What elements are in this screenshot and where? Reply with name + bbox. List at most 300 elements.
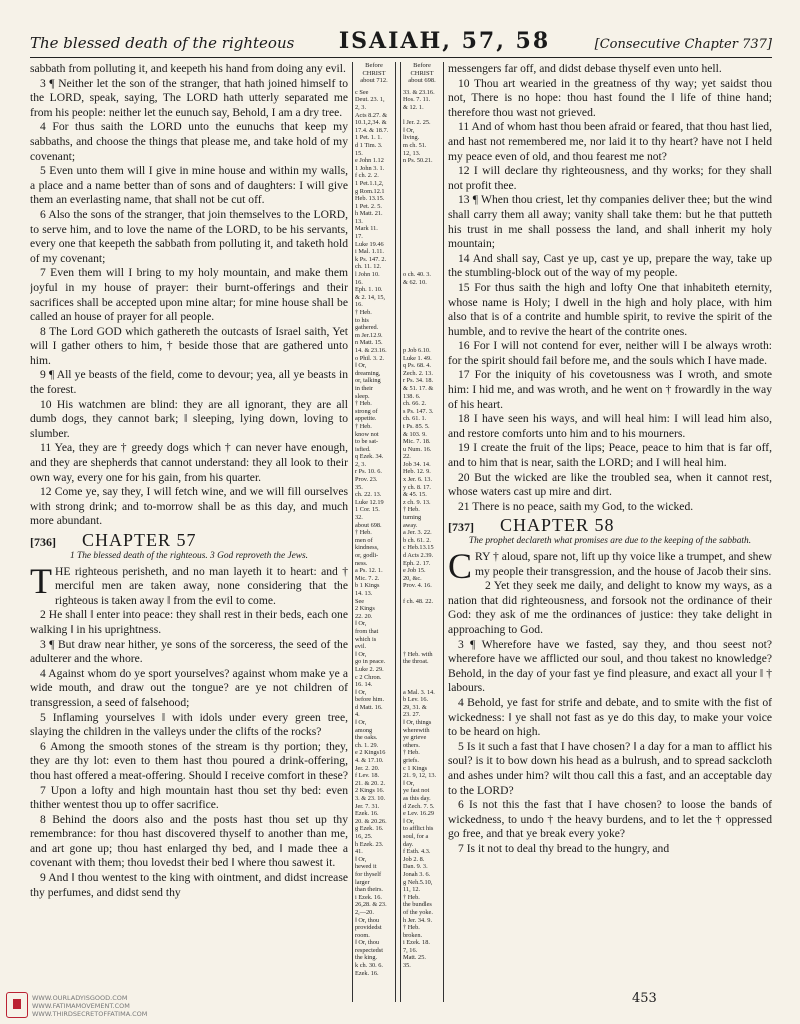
cross-reference: d Acts 2.39. — [403, 552, 434, 559]
cross-reference: a Ps. 12. 1. — [355, 567, 383, 575]
cross-reference: i Ezek. 16. — [355, 893, 382, 901]
verse: 11 And of whom hast thou been afraid or feared, that thou hast lied, and hast not remembered me, nor laid it to thy heart? have not I held my peace even of old, and thou fearest me not? — [448, 120, 772, 163]
cross-reference — [403, 620, 441, 628]
cross-reference: & 45. 15. — [403, 491, 427, 499]
cross-reference: from that — [355, 627, 379, 635]
cross-reference: c See — [355, 88, 369, 96]
cross-reference: l John 10. — [355, 271, 380, 279]
cross-reference: Luke 12.19 — [355, 498, 384, 506]
cross-reference: the oaks. — [355, 734, 378, 742]
verse: 13 ¶ When thou criest, let thy companies deliver thee; but the wind shall carry them all away; vanity shall take them: but he that putteth his trust in me shall possess the land, and shall inherit my holy mountain; — [448, 193, 772, 251]
cross-reference: † Heb. — [355, 529, 372, 537]
cross-reference: or, talking — [355, 377, 381, 385]
cross-reference: d 1 Tim. 3. — [355, 141, 383, 149]
text-column-right — [448, 62, 772, 1002]
cross-reference: in their — [355, 384, 374, 392]
cross-reference: Heb. 13.15. — [355, 195, 385, 203]
cross-reference: c 2 Chron. — [355, 673, 382, 681]
cross-reference: ch. 66. 2. — [403, 400, 427, 408]
cross-reference: evil. — [355, 643, 367, 651]
cross-reference — [403, 172, 441, 180]
cross-reference — [403, 317, 441, 325]
cross-reference: & 12. 1. — [403, 103, 424, 111]
cross-reference: † Heb. with — [403, 650, 433, 658]
cross-reference — [403, 210, 441, 218]
cross-reference: ye grieve — [403, 734, 427, 742]
cross-reference: † Heb. — [355, 422, 372, 430]
cross-reference: before him. — [355, 696, 385, 704]
cross-reference: Zech. 2. 13. — [403, 369, 433, 377]
cross-reference: e Lev. 16.29 — [403, 810, 435, 818]
cross-reference: soul, for a — [403, 832, 429, 840]
cross-reference: Acts 8.27. & — [355, 111, 388, 119]
cross-reference — [403, 263, 441, 271]
cross-reference: of the yoke. — [403, 908, 433, 916]
cross-reference: ch. 11. 12. — [355, 263, 382, 271]
cross-reference: dreaming, — [355, 369, 381, 377]
cross-reference: k ch. 30. 6. — [355, 962, 383, 970]
cross-reference: 14. & 23.16. — [355, 346, 387, 354]
text-column-left — [30, 62, 348, 1002]
header-left-title: The blessed death of the righteous — [30, 34, 295, 52]
cross-reference: Luke 19.46 — [355, 240, 384, 248]
cross-reference: isfied. — [355, 445, 371, 453]
cross-reference: Mic. 7. 2. — [355, 574, 380, 582]
verse: 9 And ‖ thou wentest to the king with ointment, and didst increase thy perfumes, and didst send thy — [30, 871, 348, 899]
cross-reference: 11, 12. — [403, 886, 421, 894]
cross-reference: 4. — [355, 711, 360, 719]
cross-reference: 29, 31. & — [403, 703, 427, 711]
cross-reference: go in peace. — [355, 658, 386, 666]
verse: 19 I create the fruit of the lips; Peace, peace to him that is far off, and to him that is near, saith the LORD; and I will heal him. — [448, 441, 772, 470]
cross-reference: s Ps. 147. 3. — [403, 407, 434, 415]
chapter-summary: 1 The blessed death of the righteous. 3 God reproveth the Jews. — [69, 550, 309, 561]
cross-reference: 1 John 3. 1. — [355, 164, 385, 172]
cross-reference: 2, 3. — [355, 460, 367, 468]
cross-reference: 3. & 23. 10. — [355, 795, 386, 802]
cross-reference: d Zech. 7. 5. — [403, 802, 435, 810]
cross-reference: y ch. 8. 17. — [403, 483, 431, 491]
cross-reference: as this day. — [403, 795, 431, 802]
cross-reference: 4. & 17.10. — [355, 757, 384, 765]
cross-reference: to be sat- — [355, 438, 379, 446]
verse: 12 Come ye, say they, I will fetch wine, and we will fill ourselves with strong drink; and to-morrow shall be as this day, and much more abundant. — [30, 485, 348, 528]
running-header — [30, 28, 772, 58]
cross-reference — [403, 681, 441, 689]
cross-reference — [403, 590, 441, 598]
verse: 4 For thus saith the LORD unto the eunuchs that keep my sabbaths, and choose the things that please me, and take hold of my covenant; — [30, 120, 348, 163]
cross-reference: † Heb. — [403, 749, 420, 757]
cross-reference: day. — [403, 840, 414, 848]
cross-reference: e 2 Kings16 — [355, 749, 386, 757]
verse — [448, 546, 772, 586]
verse: 5 Even unto them will I give in mine house and within my walls, a place and a name better than of sons and of daughters: I will give them an everlasting name, that shall not be cut off. — [30, 164, 348, 207]
cross-reference: b 1 Kings — [355, 582, 380, 590]
cross-reference: ch. 61. 1. — [403, 415, 427, 423]
cross-reference: z ch. 9. 13. — [403, 498, 431, 506]
cross-reference: Jonah 3. 6. — [403, 870, 431, 878]
cross-reference: or, godli- — [355, 552, 379, 559]
cross-reference: 22. — [403, 453, 411, 461]
cross-reference: broken. — [403, 931, 423, 939]
cross-reference: & 51. 17. & — [403, 384, 434, 392]
cross-reference: ‖ Or, — [403, 779, 415, 787]
cross-reference: 23. 27. — [403, 711, 421, 719]
cross-reference: appetite. — [355, 415, 377, 423]
cross-reference: e Job 15. — [403, 567, 426, 575]
verse: sabbath from polluting it, and keepeth his hand from doing any evil. — [30, 62, 346, 75]
cross-reference: room. — [355, 931, 370, 939]
cross-reference: i Ezek. 18. — [403, 939, 430, 947]
page-footer — [0, 984, 800, 1024]
cross-reference — [403, 112, 441, 120]
cross-reference: the throat. — [403, 658, 429, 666]
cross-reference — [403, 225, 441, 233]
cross-reference: ness. — [355, 559, 368, 567]
cross-reference: ‖ Or, — [355, 620, 367, 628]
cross-reference: i Mal. 1.11. — [355, 248, 384, 256]
cross-reference — [403, 256, 441, 264]
cross-reference: 10.1,2,34. & — [355, 119, 387, 127]
cross-reference: 1 Cor. 15. — [355, 506, 380, 514]
verse-text: HE righteous perisheth, and no man layeth it to heart: and † merciful men are taken away, none considering that the righteous is taken away ‖ from the evil to come. — [55, 564, 348, 607]
cross-reference: ye fast not — [403, 787, 430, 795]
cross-reference — [403, 674, 441, 682]
cross-reference: o Phil. 3. 2. — [355, 354, 385, 362]
cross-reference: kindness, — [355, 544, 379, 552]
cross-reference — [403, 180, 441, 188]
cross-reference: 7, 16. — [403, 946, 418, 954]
cross-reference: c Heb.13.15 — [403, 544, 434, 552]
cross-reference: & 62. 10. — [403, 278, 427, 286]
seal-icon — [6, 992, 28, 1018]
verse: 5 Is it such a fast that I have chosen? ‖ a day for a man to afflict his soul? is it to bow down his head as a bulrush, and to spread sackcloth and ashes under him? wilt thou call this a fast, and an acceptable day to the LORD? — [448, 739, 772, 797]
cross-reference: l Jer. 2. 25. — [403, 119, 431, 127]
date-note: Before CHRIST about 712. — [360, 62, 388, 85]
cross-reference: to afflict his — [403, 825, 434, 833]
verse: 10 His watchmen are blind: they are all ignorant, they are all dumb dogs, they cannot bark; ‖ sleeping, lying down, loving to slumber. — [30, 397, 348, 440]
cross-reference: sleep. — [355, 392, 370, 400]
cross-reference: 35. — [403, 962, 411, 970]
reference-column-right — [400, 62, 444, 1002]
cross-reference: t Ps. 85. 5. — [403, 422, 430, 430]
verse: 6 Also the sons of the stranger, that join themselves to the LORD, to serve him, and to love the name of the LORD, to be his servants, every one that keepeth the sabbath from polluting it, and taketh hold of my covenant; — [30, 207, 348, 265]
cross-reference: b ch. 61. 2. — [403, 536, 431, 544]
verse: 6 Is not this the fast that I have chosen? to loose the bands of wickedness, to undo † the heavy burdens, and to let the † oppressed go free, and that ye break every yoke? — [448, 798, 772, 841]
cross-reference: Heb. 12. 9. — [403, 468, 431, 476]
cross-reference: providedst — [355, 924, 382, 932]
cross-reference: which is — [355, 635, 377, 643]
cross-reference: gathered. — [355, 324, 379, 332]
cross-reference: ‖ Or, — [355, 362, 367, 370]
cross-reference: b Lev. 16. — [403, 696, 429, 704]
cross-reference: h Ezek. 23. — [355, 840, 384, 848]
cross-reference: ‖ Or, — [355, 719, 367, 727]
cross-reference: ch. 22. 13. — [355, 491, 382, 499]
cross-reference — [403, 339, 441, 347]
cross-reference: strong of — [355, 407, 378, 415]
verse: 5 Inflaming yourselves ‖ with idols under every green tree, slaying the children in the valleys under the clifts of the rocks? — [30, 710, 348, 739]
cross-reference: Eph. 2. 17. — [403, 559, 431, 567]
cross-reference — [403, 188, 441, 196]
cross-reference: † Heb. — [355, 400, 372, 408]
cross-reference: r Ps. 34. 18. — [403, 377, 434, 385]
cross-reference: for thyself — [355, 870, 382, 878]
cross-reference: d Matt. 16. — [355, 703, 383, 711]
reference-column-left — [352, 62, 396, 1002]
cross-reference — [403, 233, 441, 241]
cross-reference: Luke 2. 29. — [355, 665, 384, 673]
cross-reference: o ch. 40. 3. — [403, 271, 431, 279]
cross-reference — [403, 605, 441, 613]
chapter-summary: The prophet declareth what promises are due to the keeping of the sabbath. — [468, 536, 752, 546]
cross-reference: Hos. 7. 11. — [403, 96, 431, 104]
cross-reference: ‖ Or, thou — [355, 939, 380, 947]
cross-reference: m ch. 51. — [403, 141, 427, 149]
cross-reference: g Ezek. 16. — [355, 825, 384, 833]
cross-reference: respectedst — [355, 946, 383, 954]
cross-reference: larger — [355, 878, 370, 886]
cross-reference: 20. & 20.26. — [355, 817, 387, 825]
cross-reference: 15. — [355, 149, 363, 157]
cross-reference: a Mal. 3. 14. — [403, 688, 435, 696]
verse: 20 But the wicked are like the troubled sea, when it cannot rest, whose waters cast up mire and dirt. — [448, 470, 772, 499]
cross-reference: 2 Kings 16. — [355, 787, 385, 795]
date-note: Before CHRIST about 698. — [408, 62, 436, 85]
verse: 2 He shall ‖ enter into peace: they shall rest in their beds, each one walking ‖ in his uprightness. — [30, 608, 348, 636]
cross-reference: Ezek. 16. — [355, 810, 379, 818]
cross-reference: 35. — [355, 483, 363, 491]
chapter-consecutive-number: [737] — [448, 520, 474, 535]
cross-reference: e John 1.12 — [355, 157, 384, 165]
cross-reference — [403, 241, 441, 249]
cross-reference: g Rom.12.1 — [355, 187, 385, 195]
cross-reference: 138. 6. — [403, 392, 421, 400]
cross-reference: & 103. 9. — [403, 430, 427, 438]
cross-reference — [403, 203, 441, 211]
header-consecutive-chapter: [Consecutive Chapter 737] — [594, 37, 772, 52]
cross-reference: q Ps. 68. 4. — [403, 362, 431, 370]
cross-reference: Jer. 2. 20. — [355, 764, 380, 772]
cross-reference: Jer. 7. 31. — [355, 802, 380, 810]
cross-reference — [403, 636, 441, 644]
cross-reference: 22. 20. — [355, 612, 373, 620]
cross-reference: Deut. 23. 1, — [355, 96, 385, 104]
website-urls — [32, 994, 147, 1018]
cross-reference: x Jer. 6. 13. — [403, 476, 433, 484]
cross-reference: k Ps. 147. 2. — [355, 255, 387, 263]
cross-reference: 16. — [355, 278, 363, 286]
cross-reference: ‖ Or, thou — [355, 916, 380, 924]
cross-reference: the king. — [355, 954, 378, 962]
verse: 7 Is it not to deal thy bread to the hungry, and — [458, 841, 670, 855]
cross-reference: 1 Pet. 1. 1. — [355, 134, 382, 142]
verse: 3 ¶ Wherefore have we fasted, say they, and thou seest not? wherefore have we afflicted our soul, and thou takest no knowledge? Behold, in the day of your fast ye find pleasure, and exact all your ‖ † labours. — [448, 637, 772, 695]
cross-reference: ‖ Or, — [403, 817, 415, 825]
chapter-title: CHAPTER 58 — [500, 515, 615, 536]
cross-reference: 16. 14. — [355, 681, 373, 689]
cross-reference: q Ezek. 34. — [355, 453, 384, 461]
website-link[interactable]: WWW.THIRDSECRETOFFATIMA.COM — [32, 1010, 148, 1018]
cross-reference: † Heb. — [403, 506, 420, 514]
cross-reference: h Jer. 34. 9. — [403, 916, 433, 924]
chapter-title: CHAPTER 57 — [82, 530, 197, 550]
cross-reference: about 698. — [355, 521, 382, 529]
cross-reference — [403, 165, 441, 173]
cross-reference: ch. 1. 29. — [355, 741, 379, 749]
cross-reference: Job 34. 14. — [403, 460, 431, 468]
cross-reference — [403, 195, 441, 203]
cross-reference: 2,—20. — [355, 908, 374, 916]
verse: 15 For thus saith the high and lofty One that inhabiteth eternity, whose name is Holy; I dwell in the high and holy place, with him also that is of a contrite and humble spirit, to revive the spirit of the humble, and to revive the heart of the contrite ones. — [448, 280, 772, 338]
verse: 12 I will declare thy righteousness, and thy works; for they shall not profit thee. — [448, 164, 772, 192]
cross-reference — [403, 332, 441, 340]
cross-reference: others. — [403, 741, 420, 749]
cross-reference — [403, 628, 441, 636]
cross-reference: f ch. 2. 2. — [355, 172, 379, 180]
cross-reference: away. — [403, 521, 418, 529]
cross-reference — [403, 301, 441, 309]
cross-reference: griefs. — [403, 757, 419, 765]
cross-reference: † Heb. — [403, 893, 420, 901]
cross-reference — [403, 613, 441, 621]
cross-reference — [403, 309, 441, 317]
verse: 3 ¶ Neither let the son of the stranger, that hath joined himself to the LORD, speak, saying, The LORD hath utterly separated me from his people: neither let the eunuch say, Behold, I am a dry tree. — [30, 76, 348, 119]
verse: 11 Yea, they are † greedy dogs which † can never have enough, and they are shepherds that cannot understand: they all look to their own way, every one for his gain, from his quarter. — [30, 441, 348, 484]
cross-reference: ‖ Or, — [355, 855, 367, 863]
verse — [30, 560, 348, 609]
cross-reference: m Jer.12.9. — [355, 331, 383, 339]
cross-reference: c 1 Kings — [403, 764, 428, 772]
cross-reference: 16, 25. — [355, 832, 373, 840]
cross-reference: 41. — [355, 848, 363, 856]
cross-reference: wherewith — [403, 726, 430, 734]
cross-reference: 2, 3. — [355, 103, 367, 111]
verse: 6 Among the smooth stones of the stream is thy portion; they, they are thy lot: even to them hast thou poured a drink-offering, thou hast offered a meat-offering. Should I receive comfort in these? — [30, 739, 348, 782]
cross-reference — [403, 248, 441, 256]
verse: 14 And shall say, Cast ye up, cast ye up, prepare the way, take up the stumbling-block out of the way of my people. — [448, 251, 772, 280]
cross-reference: † Heb. — [403, 924, 420, 932]
chapter-consecutive-number: [736] — [30, 535, 56, 549]
drop-cap: C — [448, 546, 473, 586]
cross-reference: 14. 13. — [355, 589, 373, 597]
cross-reference: f ch. 48. 22. — [403, 597, 434, 605]
cross-reference: than theirs. — [355, 886, 383, 894]
cross-reference: Dan. 9. 3. — [403, 863, 428, 871]
cross-reference: Eph. 1. 10. — [355, 286, 383, 294]
chapter-heading — [30, 530, 348, 550]
verse: 9 ¶ All ye beasts of the field, come to devour; yea, all ye beasts in the forest. — [30, 368, 348, 397]
page-number: 453 — [632, 991, 657, 1006]
verse: 16 For I will not contend for ever, neither will I be always wroth: for the spirit should fail before me, and the souls which I have made. — [448, 339, 772, 367]
cross-reference: turning — [403, 514, 422, 522]
cross-reference: living. — [403, 134, 420, 142]
cross-reference: 17. — [355, 233, 363, 241]
website-link[interactable]: WWW.OURLADYISGOOD.COM — [32, 994, 128, 1002]
cross-reference: Job 2. 8. — [403, 855, 425, 863]
cross-reference: f Esth. 4.3. — [403, 848, 431, 856]
cross-reference: n Matt. 15. — [355, 339, 383, 347]
cross-reference: ‖ Or, things — [403, 719, 432, 727]
cross-reference: 26,28. & 23. — [355, 901, 387, 909]
cross-reference: Prov. 4. 16. — [403, 582, 432, 590]
cross-reference: 20, &c. — [403, 574, 422, 582]
verse: 2 Yet they seek me daily, and delight to know my ways, as a nation that did righteousness, and forsook not the ordinance of their God: they ask of me the ordinances of justice: they take delight in approaching to God. — [448, 579, 772, 636]
verse: 3 ¶ But draw near hither, ye sons of the sorceress, the seed of the adulterer and the whore. — [30, 637, 348, 666]
cross-reference: 21. & 20. 2. — [355, 779, 386, 787]
verse: 18 I have seen his ways, and will heal him: I will lead him also, and restore comforts unto him and to his mourners. — [448, 412, 772, 440]
cross-reference: 1 Pet.1.1,2, — [355, 179, 384, 187]
verse: 4 Against whom do ye sport yourselves? against whom make ye a wide mouth, and draw out the tongue? are ye not children of transgression, a seed of falsehood; — [30, 666, 348, 709]
cross-reference: among — [355, 726, 373, 734]
cross-reference — [403, 286, 441, 294]
cross-reference: a Jer. 3. 22. — [403, 529, 432, 537]
cross-reference: Luke 1. 49. — [403, 354, 432, 362]
verse: 21 There is no peace, saith my God, to the wicked. — [458, 499, 694, 513]
cross-reference: f Lev. 18. — [355, 772, 380, 780]
cross-reference: 12, 13. — [403, 149, 421, 157]
verse: 7 Even them will I bring to my holy mountain, and make them joyful in my house of prayer: their burnt-offerings and their sacrifices shall be accepted upon mine altar; for mine house shall be called an house of prayer for all people. — [30, 266, 348, 324]
cross-reference: r Ps. 10. 6. — [355, 468, 382, 476]
cross-reference — [403, 324, 441, 332]
website-link[interactable]: WWW.FATIMAMOVEMENT.COM — [32, 1002, 130, 1010]
cross-reference: & 2. 14, 15, — [355, 293, 386, 301]
cross-reference: to his — [355, 316, 369, 324]
cross-reference: g Neh.5.10, — [403, 878, 433, 886]
drop-cap: T — [30, 560, 52, 601]
cross-reference: ‖ Or, — [355, 650, 367, 658]
cross-reference — [403, 294, 441, 302]
cross-reference: ‖ Or, — [403, 126, 415, 134]
cross-reference: 1 Pet. 2. 5. — [355, 202, 382, 210]
verse: 17 For the iniquity of his covetousness was I wroth, and smote him: I hid me, and was wroth, and he went on † frowardly in the way of his heart. — [448, 368, 772, 411]
cross-reference — [403, 666, 441, 674]
cross-reference: know not — [355, 430, 379, 438]
verse: 8 Behind the doors also and the posts hast thou set up thy remembrance: for thou hast discovered thyself to another than me, and art gone up; thou hast enlarged thy bed, and ‖ made thee a covenant with them; thou lovedst their bed ‖ where thou sawest it. — [30, 812, 348, 870]
cross-reference: 32. — [355, 514, 363, 522]
cross-reference — [403, 643, 441, 651]
cross-reference: hewed it — [355, 863, 377, 871]
cross-reference — [403, 218, 441, 226]
verse: 7 Upon a lofty and high mountain hast thou set thy bed: even thither wentest thou up to offer sacrifice. — [30, 783, 348, 812]
header-book-title: ISAIAH, 57, 58 — [338, 28, 551, 54]
cross-reference: 33. & 23.16. — [403, 88, 435, 96]
cross-reference: ‖ Or, — [355, 688, 367, 696]
cross-reference: p Job 6.10. — [403, 346, 431, 354]
verse: 4 Behold, ye fast for strife and debate, and to smite with the fist of wickedness: ‖ ye shall not fast as ye do this day, to make your voice to be heard on high. — [448, 695, 772, 739]
verse: 8 The Lord GOD which gathereth the outcasts of Israel saith, Yet will I gather others to him, † beside those that are gathered unto him. — [30, 324, 348, 367]
cross-reference: Ezek. 16. — [355, 969, 379, 977]
cross-reference: n Ps. 50.21. — [403, 157, 433, 165]
cross-reference: men of — [355, 536, 373, 544]
cross-reference: 13. — [355, 217, 363, 225]
chapter-heading — [448, 515, 772, 536]
verse: messengers far off, and didst debase thyself even unto hell. — [448, 62, 722, 75]
cross-reference: the bundles — [403, 901, 432, 909]
cross-reference: Mic. 7. 18. — [403, 438, 431, 446]
verse-text: RY † aloud, spare not, lift up thy voice like a trumpet, and shew my people their transgression, and the house of Jacob their sins. — [475, 550, 772, 578]
cross-reference: Mark 11. — [355, 225, 378, 233]
cross-reference: † Heb. — [355, 309, 372, 316]
cross-reference: 2 Kings — [355, 605, 375, 613]
cross-reference: u Num. 16. — [403, 445, 432, 453]
cross-reference: See — [355, 597, 365, 605]
cross-reference: Matt. 25. — [403, 954, 426, 962]
verse: 10 Thou art wearied in the greatness of thy way; yet saidst thou not, There is no hope: thou hast found the ‖ life of thine hand; therefore thou wast not grieved. — [448, 76, 772, 119]
cross-reference: h Matt. 21. — [355, 210, 383, 218]
cross-reference: 16. — [355, 301, 363, 309]
cross-reference: 17.4. & 18.7. — [355, 126, 389, 134]
